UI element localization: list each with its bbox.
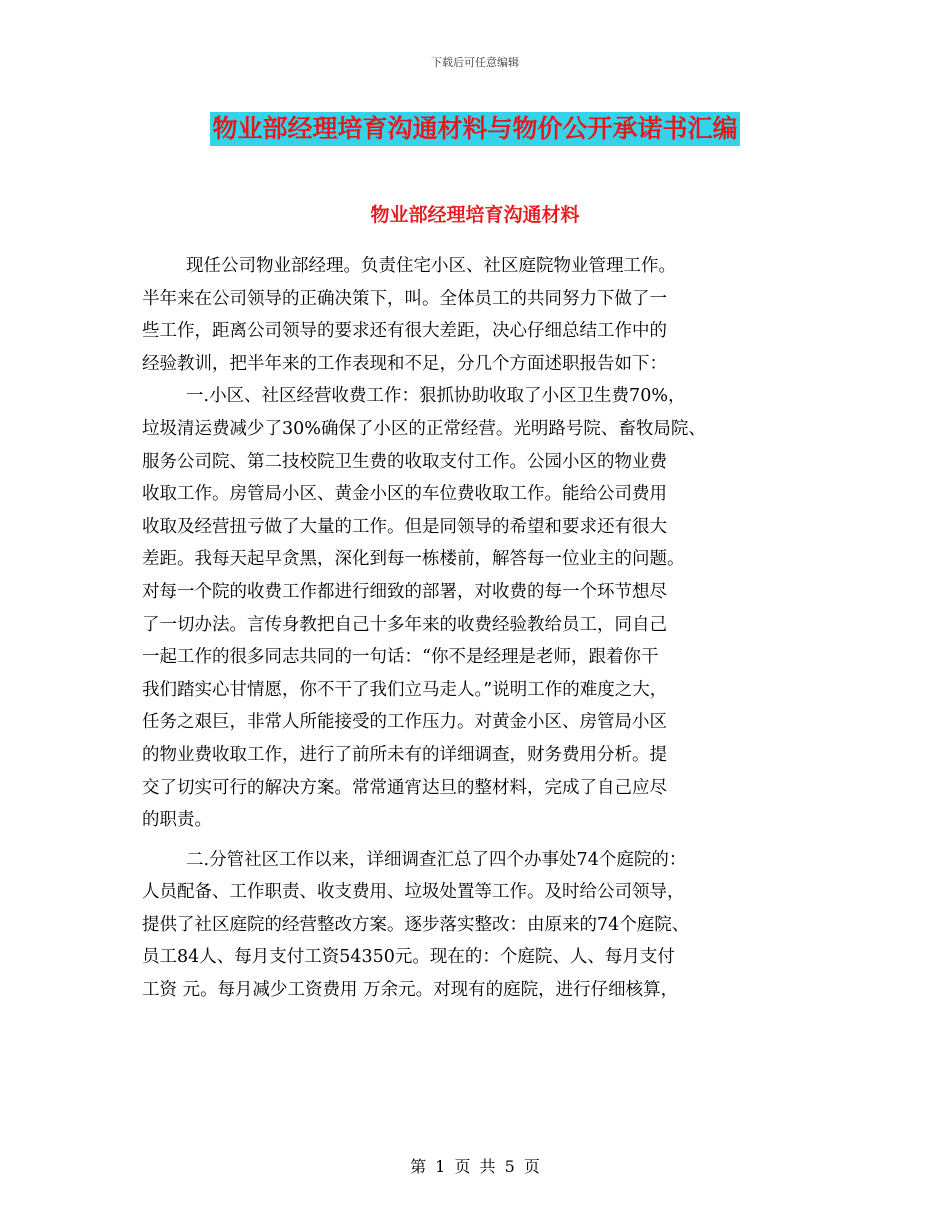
paragraph-line: 了一切办法。言传身教把自己十多年来的收费经验教给员工，同自己: [142, 614, 667, 635]
paragraph-line: 差距。我每天起早贪黑，深化到每一栋楼前，解答每一位业主的问题。: [142, 549, 685, 570]
paragraph-2: [142, 380, 842, 836]
paragraph-line: 经验教训，把半年来的工作表现和不足，分几个方面述职报告如下：: [142, 353, 667, 374]
paragraph-line: 员工84人、每月支付工资54350元。现在的：个庭院、人、每月支付: [142, 947, 675, 968]
paragraph-line: 收取及经营扭亏做了大量的工作。但是同领导的希望和要求还有很大: [142, 516, 667, 537]
paragraph-line: 任务之艰巨，非常人所能接受的工作压力。对黄金小区、房管局小区: [142, 712, 667, 733]
paragraph-spacer: [142, 837, 842, 844]
paragraph-line: 服务公司院、第二技校院卫生费的收取支付工作。公园小区的物业费: [142, 451, 667, 472]
paragraph-line: 的物业费收取工作，进行了前所未有的详细调查，财务费用分析。提: [142, 744, 667, 765]
paragraph-line: 一.小区、社区经营收费工作：狠抓协助收取了小区卫生费70%，: [186, 386, 686, 407]
page-footer: 第 1 页 共 5 页: [410, 1157, 540, 1176]
paragraph-line: 垃圾清运费减少了30%确保了小区的正常经营。光明路号院、畜牧局院、: [142, 418, 706, 439]
paragraph-line: 工资 元。每月减少工资费用 万余元。对现有的庭院，进行仔细核算，: [142, 980, 679, 1001]
paragraph-line: 提供了社区庭院的经营整改方案。逐步落实整改：由原来的74个庭院、: [142, 914, 690, 935]
paragraph-line: 我们踏实心甘情愿，你不干了我们立马走人。”说明工作的难度之大，: [142, 679, 668, 700]
paragraph-line: 二.分管社区工作以来，详细调查汇总了四个办事处74个庭院的：: [186, 849, 687, 870]
paragraph-line: 现任公司物业部经理。负责住宅小区、社区庭院物业管理工作。: [186, 256, 676, 276]
header-note: 下载后可任意编辑: [431, 56, 519, 69]
paragraph-line: 半年来在公司领导的正确决策下，叫。全体员工的共同努力下做了一: [142, 288, 667, 309]
paragraph-line: 人员配备、工作职责、收支费用、垃圾处置等工作。及时给公司领导，: [142, 882, 685, 903]
paragraph-line: 的职责。: [142, 810, 212, 831]
section-title: 物业部经理培育沟通材料: [370, 204, 580, 226]
paragraph-3: [142, 844, 842, 1007]
document-body: [142, 250, 842, 1007]
paragraph-line: 收取工作。房管局小区、黄金小区的车位费收取工作。能给公司费用: [142, 484, 667, 505]
paragraph-line: 交了切实可行的解决方案。常常通宵达旦的整材料，完成了自己应尽: [142, 777, 667, 798]
document-title: 物业部经理培育沟通材料与物价公开承诺书汇编: [210, 112, 739, 146]
paragraph-line: 对每一个院的收费工作都进行细致的部署，对收费的每一个环节想尽: [142, 581, 667, 602]
paragraph-line: 一起工作的很多同志共同的一句话：“你不是经理是老师，跟着你干: [142, 647, 659, 668]
paragraph-1: [142, 250, 842, 380]
title-container: [0, 112, 950, 146]
paragraph-line: 些工作，距离公司领导的要求还有很大差距，决心仔细总结工作中的: [142, 321, 667, 342]
